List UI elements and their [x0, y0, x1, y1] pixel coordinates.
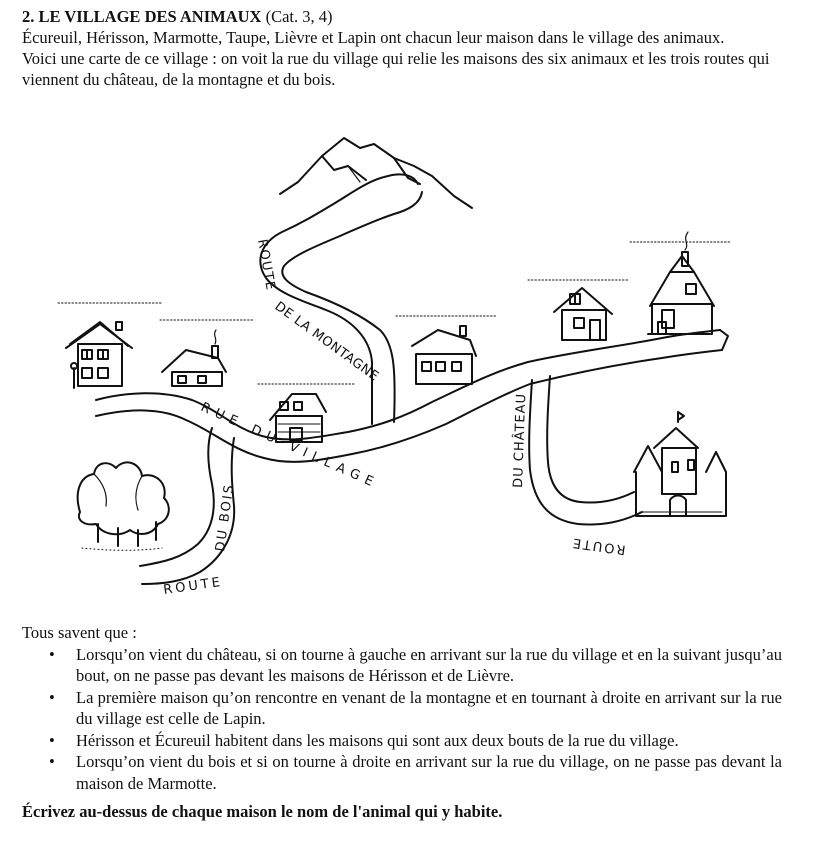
problem-title: 2. LE VILLAGE DES ANIMAUX: [22, 7, 262, 26]
mountain-drawing: [280, 138, 472, 208]
house-2-icon: [162, 330, 226, 386]
fact-item: [49, 730, 782, 752]
house-5-icon: [554, 288, 612, 340]
facts-section: [22, 622, 782, 823]
fact-text: La première maison qu’on rencontre en venant de la montagne et en tournant à droite en arrivant sur la rue du village est celle de Lapin.: [76, 687, 782, 728]
problem-title-line: [22, 6, 792, 27]
facts-intro: Tous savent que :: [22, 623, 137, 642]
route-montagne: [260, 174, 422, 424]
problem-header: [22, 6, 792, 90]
fact-text: Hérisson et Écureuil habitent dans les maisons qui sont aux deux bouts de la rue du village.: [76, 730, 679, 750]
problem-intro: [22, 27, 792, 90]
house-1-icon: [66, 322, 132, 388]
label-route-chateau-1: ROUTE: [570, 534, 627, 557]
label-route-bois-1: ROUTE: [162, 574, 224, 598]
label-rue-du-village: RUE DU VILLAGE: [198, 399, 381, 493]
problem-category: (Cat. 3, 4): [265, 7, 333, 26]
house-4-icon: [412, 326, 476, 384]
forest-icon: [78, 462, 169, 550]
castle-icon: [634, 412, 726, 516]
rue-du-village: [96, 330, 728, 462]
label-route-montagne-1: ROUTE: [254, 238, 278, 293]
fact-item: [49, 644, 782, 687]
label-route-montagne-2: DE LA MONTAGNE: [271, 299, 382, 385]
intro-paragraph-1: Écureuil, Hérisson, Marmotte, Taupe, Lièvre et Lapin ont chacun leur maison dans le village des animaux.: [22, 28, 725, 47]
label-route-bois-2: DU BOIS: [213, 482, 238, 553]
fact-item: [49, 687, 782, 730]
label-route-chateau-2: DU CHÂTEAU: [511, 392, 530, 489]
facts-list: [22, 644, 782, 795]
instruction-text: Écrivez au-dessus de chaque maison le nom de l'animal qui y habite.: [22, 802, 503, 821]
house-6-icon: [648, 232, 714, 334]
intro-paragraph-2: Voici une carte de ce village : on voit la rue du village qui relie les maisons des six animaux et les trois routes qui viennent du château, de la montagne et du bois.: [22, 49, 770, 89]
bullet-icon: •: [49, 730, 55, 750]
fact-item: [49, 751, 782, 794]
fact-text: Lorsqu’on vient du bois et si on tourne à droite en arrivant sur la rue du village, on ne passe pas devant la maison de Marmotte.: [76, 752, 782, 793]
bullet-icon: •: [49, 687, 55, 707]
bullet-icon: •: [49, 752, 55, 771]
village-map: [22, 132, 798, 620]
bullet-icon: •: [49, 644, 55, 664]
route-du-chateau: [529, 376, 642, 525]
fact-text: Lorsqu’on vient du château, si on tourne à gauche en arrivant sur la rue du village et en la suivant jusqu’au bout, on ne passe pas devant les maisons de Hérisson et de Lièvre.: [76, 644, 782, 685]
